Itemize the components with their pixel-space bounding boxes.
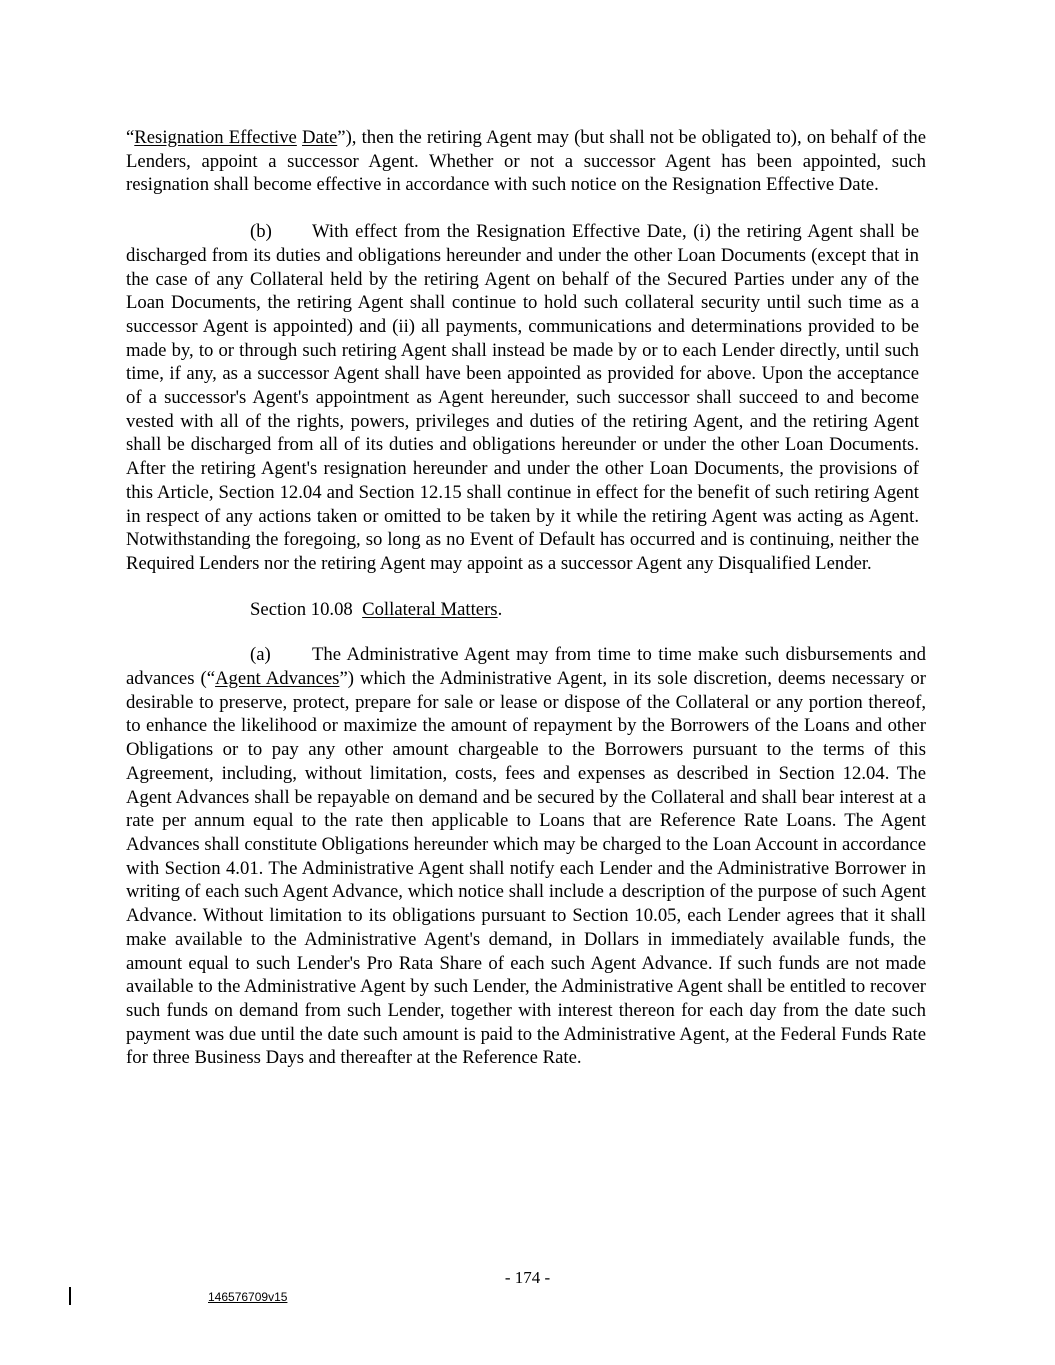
paragraph-resignation-effective-date [126, 126, 926, 197]
section-number: Section 10.08 [250, 598, 353, 620]
defined-term-agent-advances: Agent Advances [215, 668, 340, 690]
section-title-period: . [497, 598, 503, 620]
defined-term-resignation-effective: Resignation Effective [134, 127, 297, 148]
paragraph-label-a: (a) [250, 644, 271, 666]
paragraph-a [126, 643, 926, 1070]
paragraph-text: With effect from the Resignation Effective Date, (i) the retiring Agent shall be discharged from its duties and obligations hereunder and under the other Loan Documents (except that in the case of any Collateral held by the retiring Agent on behalf of the Secured Parties under any of the Loan Documents, the retiring Agent shall continue to hold such collateral security until such time as a successor Agent is appointed) and (ii) all payments, communications and determinations provided to be made by, to or through such retiring Agent shall instead be made by or to each Lender directly, until such time, if any, as a successor Agent shall have been appointed as provided for above. Upon the acceptance of a successor's Agent's appointment as Agent hereunder, such successor shall succeed to and become vested with all of the rights, powers, privileges and duties of the retiring Agent, and the retiring Agent shall be discharged from all of its duties and obligations hereunder or under the other Loan Documents. After the retiring Agent's resignation hereunder and under the other Loan Documents, the provisions of this Article, Section 12.04 and Section 12.15 shall continue in effect for the benefit of such retiring Agent in respect of any actions taken or omitted to be taken by it while the retiring Agent was acting as Agent. Notwithstanding the foregoing, so long as no Event of Default has occurred and is continuing, neither the Required Lenders nor the retiring Agent may appoint as a successor Agent any Disqualified Lender. [126, 221, 919, 574]
section-title: Collateral Matters [362, 598, 498, 620]
page-number: - 174 - [504, 1268, 551, 1287]
paragraph-b [126, 220, 919, 576]
document-body [126, 126, 926, 1070]
open-quote: “ [126, 127, 135, 148]
paragraph-label-b: (b) [250, 221, 272, 243]
document-id: 146576709v15 [208, 1290, 288, 1304]
defined-term-date: Date [302, 127, 338, 148]
paragraph-text: ”) which the Administrative Agent, in its sole discretion, deems necessary or desirable to preserve, protect, prepare for sale or lease or dispose of the Collateral or any portion thereof, to enhance the likelihood or maximize the amount of repayment by the Borrowers of the Loans and other Obligations or to pay any other amount chargeable to the Borrowers pursuant to the terms of this Agreement, including, without limitation, costs, fees and expenses as described in Section 12.04. The Agent Advances shall be repayable on demand and be secured by the Collateral and shall bear interest at a rate per annum equal to the rate then applicable to Loans that are Reference Rate Loans. The Agent Advances shall constitute Obligations hereunder which may be charged to the Loan Account in accordance with Section 4.01. The Administrative Agent shall notify each Lender and the Administrative Borrower in writing of each such Agent Advance, which notice shall include a description of the purpose of such Agent Advance. Without limitation to its obligations pursuant to Section 10.05, each Lender agrees that it shall make available to the Administrative Agent's demand, in Dollars in immediately available funds, the amount equal to such Lender's Pro Rata Share of each such Agent Advance. If such funds are not made available to the Administrative Agent by such Lender, the Administrative Agent shall be entitled to recover such funds on demand from such Lender, together with interest thereon for each day from the date such payment was due until the date such amount is paid to the Administrative Agent, at the Federal Funds Rate for three Business Days and thereafter at the Reference Rate. [126, 668, 926, 1069]
revision-margin-bar [69, 1287, 71, 1305]
section-heading [126, 598, 926, 622]
paragraph-text: ”), then the retiring Agent may (but shall not be obligated to), on behalf of the Lenders, appoint a successor Agent. Whether or not a successor Agent has been appointed, such resignation shall become effective in accordance with such notice on the Resignation Effective Date. [126, 127, 927, 196]
paragraph-text-intro: The Administrative Agent may from time to time make such disbursements and advances (“ [126, 644, 926, 690]
